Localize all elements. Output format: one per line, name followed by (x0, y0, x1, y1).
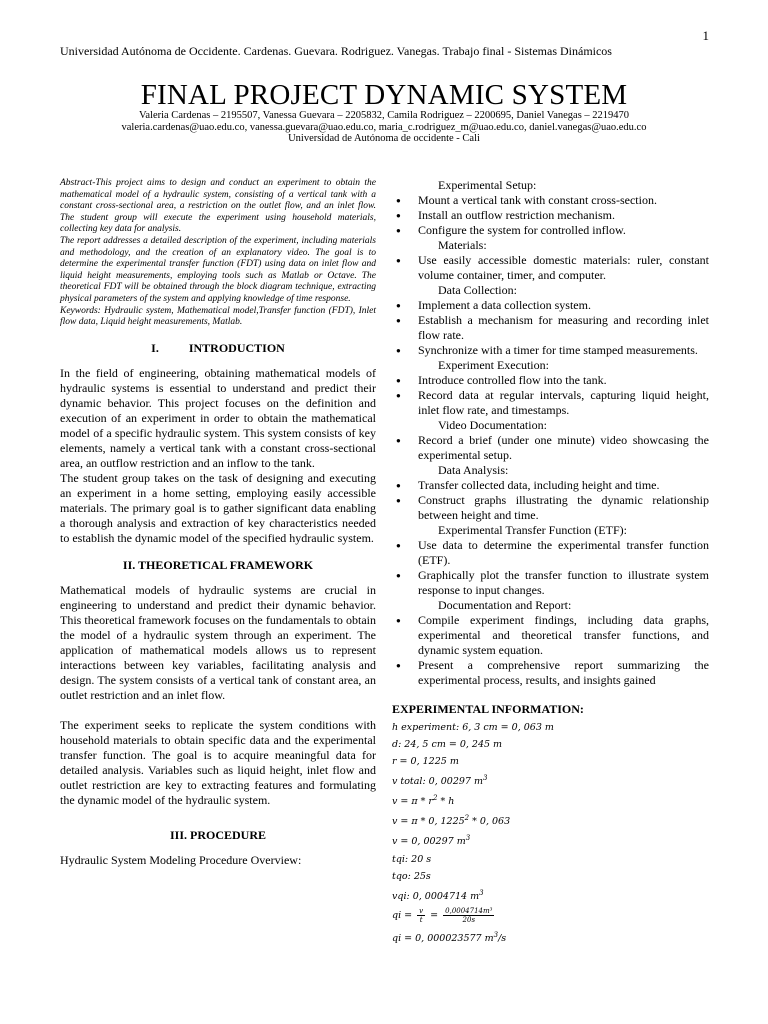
page-number: 1 (702, 28, 709, 43)
step-title: Documentation and Report: (438, 598, 572, 612)
bullet-list (392, 478, 709, 523)
section-heading-introduction (60, 341, 376, 356)
bullet-list (392, 373, 709, 418)
bullet-list (392, 613, 709, 688)
step-title: Experimental Transfer Function (ETF): (438, 523, 627, 537)
section-number: I. (151, 340, 159, 355)
equation-vtotal: v total: 0, 00297 $m^3$ (392, 774, 488, 788)
equation-volume-substitution: v = π * 0, 1225$^2$ * 0, 063 (392, 814, 511, 828)
list-item: ● Record data at regular intervals, capturing liquid height, inlet flow rate, and timestamps. (392, 388, 709, 418)
keywords: Keywords: Hydraulic system, Mathematical model,Transfer function (FDT), Inlet flow data, Liquid height measurements, Matlab. (60, 305, 376, 328)
equation-h: h experiment: 6, 3 cm = 0, 063 m (392, 722, 554, 733)
author-block (0, 110, 768, 145)
running-header: Universidad Autónoma de Occidente. Cardenas. Guevara. Rodriguez. Vanegas. Trabajo final - Sistemas Dinámicos (60, 44, 612, 58)
procedure-overview: Hydraulic System Modeling Procedure Overview: (60, 852, 302, 867)
step-title: Experiment Execution: (438, 358, 549, 372)
list-item: ● Record a brief (under one minute) video showcasing the experimental setup. (392, 433, 709, 463)
abstract-paragraph: The report addresses a detailed description of the experiment, including materials and methodology, and the creation of an explanatory video. The goal is to determine the experimental transfer function (FDT) using data on inlet flow and liquid height measurements, employing tools such as Matlab or Octave. The theoretical FDT will be obtained through the block diagram technique, extracting physical parameters of the system and applying knowledge of time response. (60, 235, 376, 304)
body-paragraph: In the field of engineering, obtaining mathematical models of hydraulic systems is essential to understand and predict their dynamic behavior. This project focuses on the definition and execution of an experiment in order to obtain the mathematical model of a specific hydraulic system. This system consists of key elements, namely a vertical tank with a constant cross-sectional area, an outflow restriction and an inflow to the tank. (60, 365, 376, 470)
list-item: ● Transfer collected data, including height and time. (392, 478, 709, 493)
equation-d: d: 24, 5 cm = 0, 245 m (392, 739, 503, 750)
list-item: ● Compile experiment findings, including data graphs, experimental and theoretical transfer functions, and dynamic system equation. (392, 613, 709, 658)
bullet-list (392, 253, 709, 283)
bullet-list (392, 298, 709, 358)
section-heading-theoretical-framework: II. THEORETICAL FRAMEWORK (122, 557, 314, 572)
section-title: INTRODUCTION (188, 340, 285, 355)
abstract-paragraph: Abstract-This project aims to design and conduct an experiment to obtain the mathematical model of a hydraulic system, consisting of a vertical tank with a constant cross-sectional area, a restriction on the outlet flow, and an inlet flow. The student group will execute the experiment using household materials, collecting key data for analysis. (60, 178, 376, 235)
step-title: Data Analysis: (438, 463, 509, 477)
list-item: ● Establish a mechanism for measuring and recording inlet flow rate. (392, 313, 709, 343)
bullet-list (392, 538, 709, 598)
equation-r: r = 0, 1225 m (392, 756, 459, 767)
list-item: ● Synchronize with a timer for time stamped measurements. (392, 343, 709, 358)
equation-volume-result: v = 0, 00297 $m^3$ (392, 834, 471, 848)
experimental-info-heading: EXPERIMENTAL INFORMATION: (392, 702, 584, 716)
bullet-list (392, 433, 709, 463)
body-paragraph: The student group takes on the task of designing and executing an experiment in a home setting, employing easily accessible materials. The primary goal is to gather significant data enabling a thorough analysis and extraction of key characteristics needed to establish the dynamic model of the specified hydraulic system. (60, 470, 376, 545)
step-title: Data Collection: (438, 283, 517, 297)
list-item: ● Use data to determine the experimental transfer function (ETF). (392, 538, 709, 568)
body-paragraph: The experiment seeks to replicate the system conditions with household materials to obtain specific data and the experimental transfer function. The goal is to acquire meaningful data for detailed analysis. Variables such as liquid height, inlet flow and outlet restriction are key to extracting features and formulating the dynamic model of the hydraulic system. (60, 717, 376, 807)
fraction: $\frac{v}{t}$ (419, 906, 424, 924)
paper-title: FINAL PROJECT DYNAMIC SYSTEM (140, 79, 628, 111)
step-title: Experimental Setup: (438, 178, 537, 192)
author-names: Valeria Cardenas – 2195507, Vanessa Guevara – 2205832, Camila Rodriguez – 2200695, Daniel Vanegas – 2219470 (138, 110, 630, 121)
abstract (60, 178, 376, 329)
equation-tqi: tqi: 20 s (392, 853, 432, 865)
section-heading-procedure: III. PROCEDURE (169, 827, 266, 842)
equation-volume-formula: $v = \pi * r^2 * h$ (392, 794, 455, 808)
body-paragraph: Mathematical models of hydraulic systems are crucial in engineering to understand and predict their dynamic behavior. This theoretical framework focuses on the fundamentals to obtain the model of a hydraulic system through an experiment. The application of mathematical models allows us to represent interactions between key variables, facilitating analysis and design. The system consists of a vertical tank of constant area, an outlet restriction and an inlet flow. (60, 582, 376, 702)
list-item: ● Mount a vertical tank with constant cross-section. (392, 193, 709, 208)
list-item: ● Install an outflow restriction mechanism. (392, 208, 709, 223)
equation-vqi: vqi: 0, 0004714 $m^3$ (392, 888, 484, 902)
step-title: Materials: (438, 238, 487, 252)
equation-qi-result: qi = 0, 000023577 $m^3/s$ (392, 930, 507, 944)
list-item: ● Configure the system for controlled inflow. (392, 223, 709, 238)
right-column (392, 178, 709, 947)
list-item: ● Present a comprehensive report summarizing the experimental process, results, and insights gained (392, 658, 709, 688)
list-item: ● Construct graphs illustrating the dynamic relationship between height and time. (392, 493, 709, 523)
equation-qi-fraction: qi = $\frac{v}{t}$ = $\frac{\text{0,0004714m³}}{20s}$ (392, 906, 493, 924)
fraction: $\frac{\text{0,0004714m³}}{20s}$ (445, 906, 493, 924)
left-column (60, 178, 376, 868)
author-emails: valeria.cardenas@uao.edu.co, vanessa.guevara@uao.edu.co, maria_c.rodriguez_m@uao.edu.co, daniel.vanegas@uao.edu.co (121, 121, 647, 133)
bullet-list (392, 193, 709, 238)
list-item: ● Implement a data collection system. (392, 298, 709, 313)
step-title: Video Documentation: (438, 418, 547, 432)
list-item: ● Use easily accessible domestic materials: ruler, constant volume container, timer, and computer. (392, 253, 709, 283)
list-item: ● Graphically plot the transfer function to illustrate system response to input changes. (392, 568, 709, 598)
author-affiliation: Universidad de Autónoma de occidente - Cali (288, 133, 480, 144)
list-item: ● Introduce controlled flow into the tank. (392, 373, 709, 388)
equation-tqo: tqo: 25s (392, 870, 431, 882)
